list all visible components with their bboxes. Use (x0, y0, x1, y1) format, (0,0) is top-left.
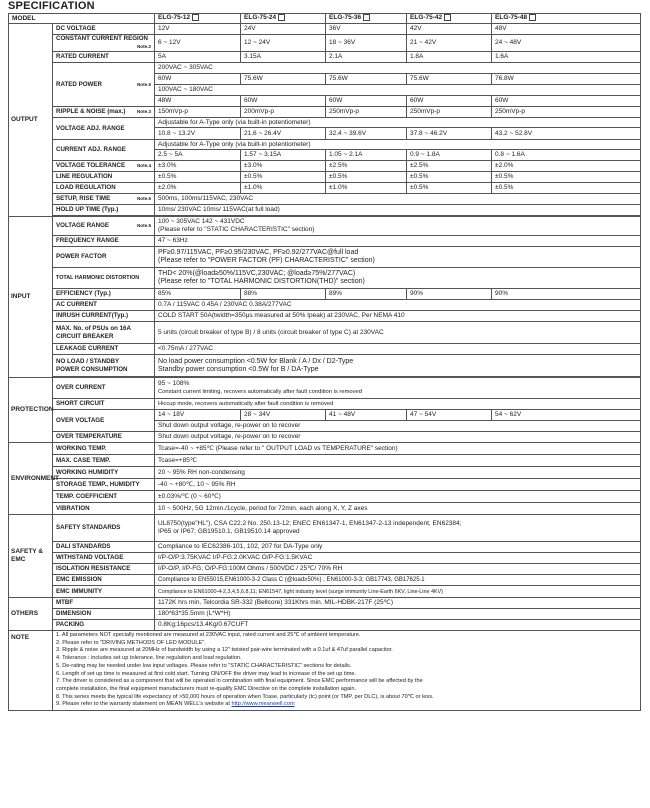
section-note: NOTE (9, 631, 53, 711)
cell-value: -40 ~ +80℃, 10 ~ 95% RH (155, 479, 641, 491)
note-line: 6. Length of set up time is measured at first cold start. Turning ON/OFF the driver may lead to increase of the set up time. (56, 670, 357, 677)
cell-value: Hiccup mode, recovers automatically after fault condition is removed (155, 399, 641, 410)
row-label: VOLTAGE RANGE (56, 222, 110, 229)
spec-row (9, 479, 641, 491)
row-label: POWER FACTOR (53, 247, 155, 268)
spec-row (9, 410, 641, 421)
cell-value: 500ms, 100ms/115VAC, 230VAC (155, 194, 641, 205)
cell-value: I/P-O/P, I/P-FG, O/P-FG:100M Ohms / 500VDC / 25℃/ 70% RH (155, 564, 641, 575)
row-label: SHORT CIRCUIT (53, 399, 155, 410)
row-label: MAX. CASE TEMP. (53, 455, 155, 467)
note-line: 8. This series meets the typical life expectancy of >50,000 hours of operation when Tcase, particularly (tc) point (or TMP, per DLC), is about 70℃ or less. (56, 693, 434, 700)
cell-value: 0.8 ~ 1.6A (492, 150, 641, 161)
spec-row (9, 35, 641, 52)
cell-value: 12 ~ 24V (241, 35, 326, 52)
row-label: VIBRATION (53, 503, 155, 515)
row-label: VOLTAGE ADJ. RANGE (53, 118, 155, 140)
row-label: MTBF (53, 598, 155, 609)
spec-row (9, 575, 641, 586)
cell-value: Standby power consumption <0.5W for B / DA-Type (158, 365, 319, 373)
row-label: VOLTAGE TOLERANCE (56, 162, 126, 169)
section-safety: SAFETY & EMC (9, 515, 53, 598)
spec-row (9, 300, 641, 311)
row-label: SAFETY STANDARDS (53, 515, 155, 542)
notes-block (53, 631, 641, 711)
cell-value: 47 ~ 63Hz (155, 236, 641, 247)
cell-value: 20 ~ 95% RH non-condensing (155, 467, 641, 479)
spec-row (9, 183, 641, 194)
model-name: ELG-75-42 (410, 14, 443, 22)
spec-row (9, 289, 641, 300)
cell-value: 10 ~ 500Hz, 5G 12min./1cycle, period for 72min. each along X, Y, Z axes (155, 503, 641, 515)
row-label: OVER TEMPERATURE (53, 432, 155, 443)
cell-value: ±0.03%/℃ (0 ~ 60℃) (155, 491, 641, 503)
cell-value: 3.15A (241, 52, 326, 63)
cell-value: ±3.0% (241, 161, 326, 172)
row-label: WORKING HUMIDITY (53, 467, 155, 479)
cell-value: 76.8W (492, 74, 641, 85)
row-label: EMC EMISSION (53, 575, 155, 586)
row-label: PACKING (53, 620, 155, 631)
row-label: TEMP. COEFFICIENT (53, 491, 155, 503)
cell-value: 75.6W (326, 74, 407, 85)
row-label: STORAGE TEMP., HUMIDITY (53, 479, 155, 491)
cell-value: 43.2 ~ 52.8V (492, 128, 641, 140)
cell-value: 200VAC ~ 305VAC (155, 63, 641, 74)
row-label: CIRCUIT BREAKER (56, 332, 114, 340)
spec-row (9, 355, 641, 377)
warranty-link[interactable]: http://www.meanwell.com (231, 701, 295, 708)
spec-row (9, 311, 641, 322)
row-label: WORKING TEMP. (53, 443, 155, 455)
model-row (9, 14, 641, 24)
spec-row (9, 432, 641, 443)
spec-row (9, 52, 641, 63)
cell-value: ±0.5% (492, 183, 641, 194)
checkbox-icon (278, 14, 285, 21)
cell-value: 60W (241, 96, 326, 107)
cell-value: I/P-O/P:3.75KVAC I/P-FG:2.0KVAC O/P-FG:1.5KVAC (155, 553, 641, 564)
model-name: ELG-75-24 (244, 14, 277, 22)
cell-value: THD< 20%(@load≥50%/115VC,230VAC; @load≥75%/277VAC) (158, 270, 356, 277)
cell-value: 95 ~ 108% (158, 380, 190, 387)
row-label: SETUP, RISE TIME (56, 195, 111, 202)
spec-row (9, 205, 641, 216)
cell-value: <0.75mA / 277VAC (155, 344, 641, 355)
spec-row (9, 542, 641, 553)
cell-value: Compliance to EN55015,EN61000-3-2 Class C (@load≥50%) ; EN61000-3-3; GB17743, GB17625.1 (155, 575, 641, 586)
note-ref: Note.5 (136, 81, 152, 87)
cell-value: Compliance to IEC62386-101, 102, 207 for DA-Type only (155, 542, 641, 553)
notes-row (9, 631, 641, 711)
cell-value: 75.6W (241, 74, 326, 85)
checkbox-icon (444, 14, 451, 21)
row-label: MAX. No. of PSUs on 16A (56, 324, 131, 332)
cell-value: 250mVp-p (407, 107, 492, 118)
cell-value: 85% (155, 289, 241, 300)
cell-value: 60W (326, 96, 407, 107)
cell-value: Constant current limiting, recovers automatically after fault condition is removed (158, 389, 362, 395)
cell-value: 48V (492, 24, 641, 35)
note-line: complete installation, the final equipment manufacturers must re-qualify EMC Directive on the complete installation again. (56, 685, 357, 692)
cell-value: 5 units (circuit breaker of type B) / 8 units (circuit breaker of type C) at 230VAC (155, 322, 641, 344)
cell-value: 60W (155, 74, 241, 85)
cell-value: Adjustable for A-Type only (via built-in potentiometer) (155, 118, 641, 128)
cell-value: 75.6W (407, 74, 492, 85)
cell-value: 1172K hrs min. Telcordia SR-332 (Bellcore) 331Khrs min. MIL-HDBK-217F (25℃) (155, 598, 641, 609)
model-label: MODEL (9, 14, 155, 24)
cell-value: ±2.5% (326, 161, 407, 172)
note-line: 4. Tolerance : includes set up tolerance, line regulation and load regulation. (56, 655, 242, 662)
cell-value: ±0.5% (241, 172, 326, 183)
cell-value: 6 ~ 12V (155, 35, 241, 52)
cell-value: 12V (155, 24, 241, 35)
spec-row (9, 491, 641, 503)
spec-row (9, 586, 641, 598)
cell-value: Tcase=-40 ~ +85℃ (Please refer to " OUTPUT LOAD vs TEMPERATURE" section) (155, 443, 641, 455)
cell-value: 180*63*35.5mm (L*W*H) (155, 609, 641, 620)
cell-value: UL8750(type"HL"), CSA C22.2 No. 250.13-12; ENEC EN61347-1, EN61347-2-13 independent, EN62384; (158, 520, 462, 527)
spec-row (9, 24, 641, 35)
row-label: DC VOLTAGE (53, 24, 155, 35)
spec-row (9, 344, 641, 355)
cell-value: Tcase=+85℃ (155, 455, 641, 467)
spec-table (8, 13, 641, 711)
spec-row (9, 217, 641, 236)
row-label: RIPPLE & NOISE (max.) (56, 108, 126, 115)
cell-value: No load power consumption <0.5W for Blank / A / Dx / D2-Type (158, 357, 354, 365)
cell-value: 1.6A (492, 52, 641, 63)
note-line: 1. All parameters NOT specially mentioned are measured at 230VAC input, rated current and 25℃ of ambient temperature. (56, 632, 361, 638)
cell-value: 24V (241, 24, 326, 35)
cell-value: Adjustable for A-Type only (via built-in potentiometer) (155, 140, 641, 150)
cell-value: 1.57 ~ 3.15A (241, 150, 326, 161)
cell-value: 90% (407, 289, 492, 300)
cell-value: 28 ~ 34V (241, 410, 326, 421)
spec-row (9, 467, 641, 479)
cell-value: ±1.0% (241, 183, 326, 194)
cell-value: 14 ~ 18V (155, 410, 241, 421)
spec-row (9, 564, 641, 575)
cell-value: 60W (492, 96, 641, 107)
spec-row (9, 247, 641, 268)
spec-row (9, 378, 641, 399)
cell-value: 88% (241, 289, 326, 300)
checkbox-icon (529, 14, 536, 21)
cell-value: 10ms/ 230VAC 10ms/ 115VAC(at full load) (155, 205, 641, 216)
checkbox-icon (192, 14, 199, 21)
cell-value: 0.8Kg;16pcs/13.4Kg/0.67CUFT (155, 620, 641, 631)
row-label: AC CURRENT (53, 300, 155, 311)
spec-row (9, 609, 641, 620)
cell-value: 1.8A (407, 52, 492, 63)
row-label: DIMENSION (53, 609, 155, 620)
cell-value: Shut down output voltage, re-power on to recover (155, 421, 641, 432)
page-title: SPECIFICATION (8, 0, 95, 12)
cell-value: (Please refer to "TOTAL HARMONIC DISTORTION(THD)" section) (158, 278, 365, 285)
spec-row (9, 322, 641, 344)
cell-value: ±2.0% (155, 183, 241, 194)
spec-row (9, 620, 641, 631)
cell-value: ±0.5% (155, 172, 241, 183)
note-line: 7. The driver is considered as a component that will be operated in combination with final equipment. Since EMC performance will be affected by the (56, 678, 423, 685)
row-label: TOTAL HARMONIC DISTORTION (53, 268, 155, 289)
spec-row (9, 63, 641, 74)
cell-value: 1.05 ~ 2.1A (326, 150, 407, 161)
row-label: NO LOAD / STANDBY (56, 357, 120, 365)
row-label: POWER CONSUMPTION (56, 365, 128, 373)
cell-value: ±0.5% (407, 183, 492, 194)
row-label: LOAD REGULATION (53, 183, 155, 194)
cell-value: IP65 or IP67; GB19510.1, GB19510.14 approved (158, 528, 300, 535)
row-label: LINE REGULATION (53, 172, 155, 183)
cell-value: ±0.5% (492, 172, 641, 183)
cell-value: 42V (407, 24, 492, 35)
cell-value: 60W (407, 96, 492, 107)
cell-value: Compliance to EN61000-4-2,3,4,5,6,8,11; EN61547, light industry level (surge immunity Line-Earth 6KV, Line-Line 4KV) (155, 586, 641, 598)
cell-value: 37.8 ~ 46.2V (407, 128, 492, 140)
cell-value: 21.6 ~ 26.4V (241, 128, 326, 140)
row-label: CURRENT ADJ. RANGE (53, 140, 155, 161)
cell-value: 47 ~ 54V (407, 410, 492, 421)
section-others: OTHERS (9, 598, 53, 631)
row-label: RATED CURRENT (53, 52, 155, 63)
model-name: ELG-75-36 (329, 14, 362, 22)
row-label: HOLD UP TIME (Typ.) (53, 205, 155, 216)
section-input: INPUT (9, 217, 53, 378)
cell-value: 10.8 ~ 13.2V (155, 128, 241, 140)
cell-value: 0.9 ~ 1.8A (407, 150, 492, 161)
cell-value: ±3.0% (155, 161, 241, 172)
cell-value: ±2.0% (492, 161, 641, 172)
row-label: EFFICIENCY (Typ.) (53, 289, 155, 300)
note-ref: Note.5 (136, 223, 152, 228)
note-line: 9. Please refer to the warranty statement on MEAN WELL's website at (56, 701, 232, 708)
row-label: WITHSTAND VOLTAGE (53, 553, 155, 564)
note-ref: Note.6 (136, 196, 152, 201)
cell-value: ±0.5% (407, 172, 492, 183)
spec-row (9, 515, 641, 542)
cell-value: 0.7A / 115VAC 0.45A / 230VAC 0.38A/277VAC (155, 300, 641, 311)
cell-value: 100 ~ 305VAC 142 ~ 431VDC (158, 218, 245, 225)
spec-row (9, 172, 641, 183)
row-label: LEAKAGE CURRENT (53, 344, 155, 355)
cell-value: ±1.0% (326, 183, 407, 194)
cell-value: 2.5 ~ 5A (155, 150, 241, 161)
row-label: ISOLATION RESISTANCE (53, 564, 155, 575)
spec-row (9, 399, 641, 410)
row-label: RATED POWER (56, 80, 102, 88)
row-label: CONSTANT CURRENT REGION (56, 35, 149, 42)
cell-value: Shut down output voltage, re-power on to recover (155, 432, 641, 443)
cell-value: 200mVp-p (241, 107, 326, 118)
spec-row (9, 107, 641, 118)
cell-value: (Please refer to "STATIC CHARACTERISTIC" section) (158, 226, 315, 233)
note-line: 3. Ripple & noise are measured at 20MHz of bandwidth by using a 12" twisted pair-wire terminated with a 0.1uf & 47uf parallel capacitor. (56, 647, 393, 654)
cell-value: 54 ~ 62V (492, 410, 641, 421)
cell-value: COLD START 50A(twidth=350μs measured at 50% Ipeak) at 230VAC, Per NEMA 410 (155, 311, 641, 322)
cell-value: 48W (155, 96, 241, 107)
cell-value: 41 ~ 48V (326, 410, 407, 421)
cell-value: 21 ~ 42V (407, 35, 492, 52)
cell-value: 89% (326, 289, 407, 300)
cell-value: 24 ~ 48V (492, 35, 641, 52)
cell-value: PF≥0.97/115VAC, PF≥0.95/230VAC, PF≥0.92/277VAC@full load (158, 249, 359, 256)
section-output: OUTPUT (9, 24, 53, 217)
cell-value: 100VAC ~ 180VAC (155, 85, 641, 96)
spec-row (9, 236, 641, 247)
cell-value: 2.1A (326, 52, 407, 63)
cell-value: 5A (155, 52, 241, 63)
cell-value: (Please refer to "POWER FACTOR (PF) CHARACTERISTIC" section) (158, 257, 375, 264)
model-name: ELG-75-12 (158, 14, 191, 22)
cell-value: 250mVp-p (492, 107, 641, 118)
spec-row (9, 443, 641, 455)
row-label: INRUSH CURRENT(Typ.) (53, 311, 155, 322)
checkbox-icon (363, 14, 370, 21)
note-ref: Note.2 (136, 44, 152, 49)
spec-row (9, 455, 641, 467)
note-ref: Note.4 (136, 163, 152, 168)
row-label: FREQUENCY RANGE (53, 236, 155, 247)
row-label: EMC IMMUNITY (53, 586, 155, 598)
note-line: 5. De-rating may be needed under low input voltages. Please refer to "STATIC CHARACTERISTIC" sections for details. (56, 662, 352, 669)
spec-row (9, 268, 641, 289)
spec-row (9, 598, 641, 609)
section-protection: PROTECTION (9, 378, 53, 443)
cell-value: 36V (326, 24, 407, 35)
cell-value: 90% (492, 289, 641, 300)
cell-value: 32.4 ~ 39.6V (326, 128, 407, 140)
cell-value: ±0.5% (326, 172, 407, 183)
spec-row (9, 140, 641, 150)
spec-row (9, 194, 641, 205)
spec-row (9, 161, 641, 172)
spec-row (9, 503, 641, 515)
cell-value: 250mVp-p (326, 107, 407, 118)
spec-row (9, 553, 641, 564)
row-label: DALI STANDARDS (53, 542, 155, 553)
spec-row (9, 118, 641, 128)
model-name: ELG-75-48 (495, 14, 528, 22)
cell-value: 18 ~ 36V (326, 35, 407, 52)
note-line: 2. Please refer to "DRIVING METHODS OF LED MODULE". (56, 639, 206, 646)
row-label: OVER VOLTAGE (53, 410, 155, 432)
section-environment: ENVIRONMENT (9, 443, 53, 515)
cell-value: 150mVp-p (155, 107, 241, 118)
cell-value: ±2.5% (407, 161, 492, 172)
note-ref: Note.3 (136, 109, 152, 114)
row-label: OVER CURRENT (53, 378, 155, 399)
